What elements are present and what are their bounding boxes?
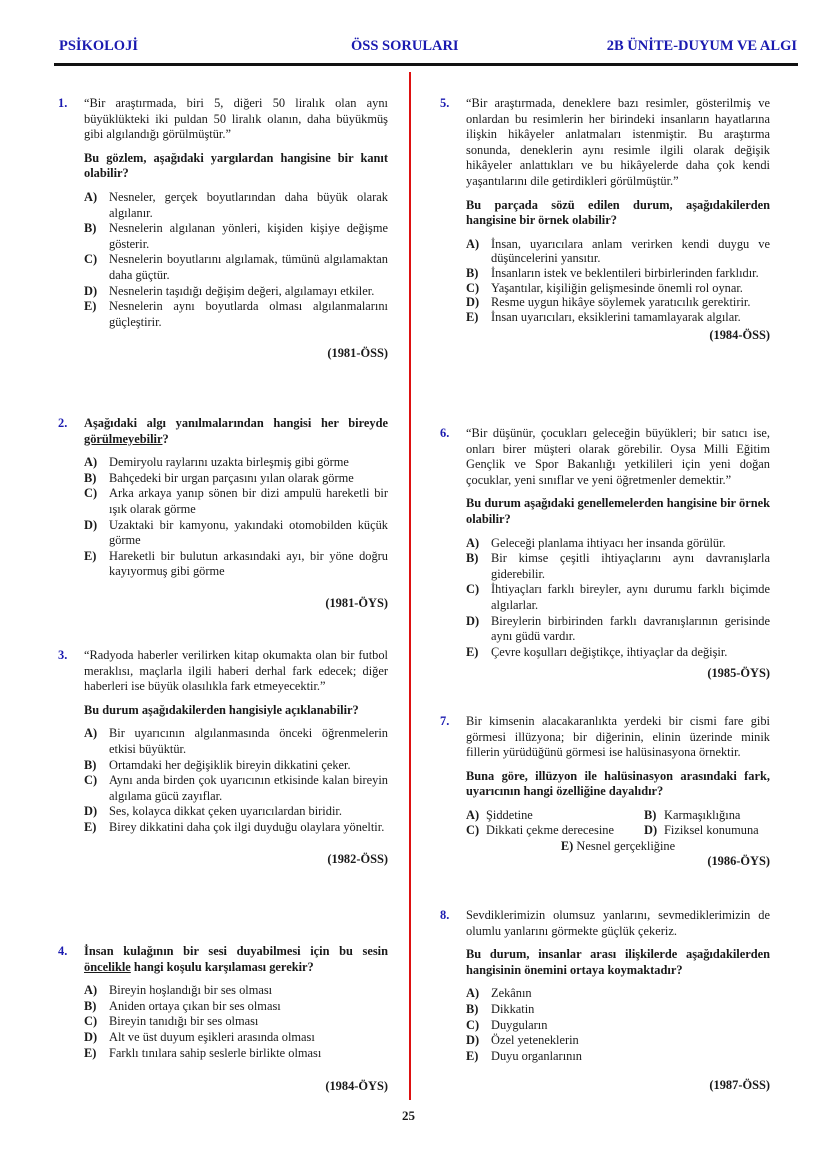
option-a[interactable]: A) İnsan, uyarıcılara anlam verirken kendi duygu ve düşüncelerini yansıtır. [466,236,770,266]
option-b[interactable]: B) Aniden ortaya çıkan bir ses olması [84,998,281,1013]
question-number: 8. [440,908,450,922]
question-prompt: Buna göre, illüzyon ile halüsinasyon arasındaki fark, uyarıcının hangi özelliğine dayalıdır? [466,768,770,799]
option-d[interactable]: D) Ses, kolayca dikkat çeken uyarıcılardan biridir. [84,804,342,819]
question-number: 3. [58,648,68,662]
options-list [466,237,770,325]
option-c[interactable]: C) Nesnelerin boyutlarını algılamak, tümünü algılamaktan daha güçtür. [84,252,388,282]
option-c[interactable]: C) Bireyin tanıdığı bir ses olması [84,1014,259,1029]
option-e[interactable]: E) Çevre koşulları değiştikçe, ihtiyaçlar da değişir. [466,644,728,659]
question-prompt: Bu durum aşağıdaki genellemelerden hangisine bir örnek olabilir? [466,496,770,526]
question-prompt: Bu durum, insanlar arası ilişkilerde aşağıdakilerden hangisinin önemini ortaya koymaktadır? [466,947,770,977]
question-source: (1984-ÖSS) [709,328,770,343]
question-4 [58,944,388,1095]
option-d[interactable]: D) Alt ve üst duyum eşikleri arasında olması [84,1029,315,1044]
question-number: 2. [58,416,68,430]
option-e[interactable]: E) Birey dikkatini daha çok ilgi duyduğu olaylara yöneltir. [84,819,385,834]
question-source: (1985-ÖYS) [707,666,770,681]
option-b[interactable]: B) Nesnelerin algılanan yönleri, kişiden kişiye değişme gösterir. [84,221,388,251]
options-list [84,726,388,835]
header-unit: 2B ÜNİTE-DUYUM VE ALGI [606,38,797,54]
question-number: 4. [58,944,68,958]
option-a[interactable]: A) Bireyin hoşlandığı bir ses olması [84,983,273,998]
options-list [466,986,770,1064]
question-1 [58,96,388,362]
option-b[interactable]: B) Bir kimse çeşitli ihtiyaçlarını aynı davranışlarla giderebilir. [466,551,770,581]
option-e[interactable]: E) İnsan uyarıcıları, eksiklerini tamamlayarak algılar. [466,309,741,324]
option-b[interactable]: B) İnsanların istek ve beklentileri birbirlerinden farklıdır. [466,265,759,280]
question-8 [440,908,770,1094]
question-source: (1981-ÖSS) [327,346,388,361]
option-e[interactable]: E) Nesnel gerçekliğine [560,838,676,853]
emphasis-underlined: görülmeyebilir [84,431,163,446]
header-rule [54,63,798,66]
option-d[interactable]: D) Uzaktaki bir kamyonu, yakındaki otomobilden küçük görme [84,517,388,548]
header-subject: PSİKOLOJİ [59,38,138,54]
option-a[interactable]: A) Bir uyarıcının algılanmasında önceki öğrenmelerin etkisi büyüktür. [84,726,388,756]
question-3 [58,648,388,867]
question-2 [58,416,388,612]
page-header [59,38,798,60]
question-text: “Bir düşünür, çocukları geleceğin büyükleri; bir satıcı ise, onları birer müşteri olarak görebilir. Oysa Milli Eğitim Gençlik ve Spor Bakanlığı yetkilileri için yeni doğan çocuklar, yeni sınıflar ve yeni öğretmenler demektir.” [466,426,770,487]
options-list [84,455,388,580]
question-text: Bir kimsenin alacakaranlıkta yerdeki bir cismi fare gibi görmesi illüzyona; bir diğerinin, elinin üzerinde minik fillerin yürüdüğünü görmesi ise halüsinasyona örnektir. [466,714,770,760]
emphasis-underlined: öncelikle [84,959,131,974]
question-text: “Radyoda haberler verilirken kitap okumakta olan bir futbol meraklısı, maçlarla ilgili haberi derhal fark edecek; diğer haberleri ise büyük olasılıkla fark etmeyecektir.” [84,648,388,694]
column-divider [409,72,411,1100]
question-prompt: Bu parçada sözü edilen durum, aşağıdakilerden hangisine bir örnek olabilir? [466,197,770,228]
header-title: ÖSS SORULARI [351,38,459,54]
options-list [84,190,388,330]
options-list [466,536,770,661]
option-c[interactable]: C) Yaşantılar, kişiliğin gelişmesinde önemli rol oynar. [466,280,743,295]
question-5 [440,96,770,344]
question-text: “Bir araştırmada, biri 5, diğeri 50 liralık olan aynı büyüklükteki iki puldan 50 liralık olanın, daha büyükmüş gibi algılandığı görülmüştür.” [84,96,388,142]
question-prompt: Aşağıdaki algı yanılmalarından hangisi her bireyde görülmeyebilir? [84,416,388,446]
option-a[interactable]: A) Demiryolu raylarını uzakta birleşmiş gibi görme [84,455,349,470]
question-text: Sevdiklerimizin olumsuz yanlarını, sevmediklerimizin de olumlu yanlarını görmekte güçlük çekeriz. [466,908,770,938]
question-source: (1986-ÖYS) [707,854,770,869]
question-number: 7. [440,714,450,728]
option-b[interactable]: B) Karmaşıklığına [644,807,741,822]
option-a[interactable]: A) Nesneler, gerçek boyutlarından daha büyük olarak algılanır. [84,189,388,220]
option-e[interactable]: E) Farklı tınılara sahip seslerle birlikte olması [84,1045,322,1060]
question-number: 6. [440,426,450,440]
question-prompt: Bu durum aşağıdakilerden hangisiyle açıklanabilir? [84,702,359,717]
option-e[interactable]: E) Nesnelerin aynı boyutlarda olması algılanmalarını güçleştirir. [84,299,388,329]
question-prompt: İnsan kulağının bir sesi duyabilmesi için bu sesin öncelikle hangi koşulu karşılaması gerekir? [84,944,388,974]
options-list [466,808,770,839]
question-source: (1981-ÖYS) [325,595,388,610]
options-list [84,983,388,1061]
option-c[interactable]: C) İhtiyaçları farklı bireyler, aynı durumu farklı biçimde algılarlar. [466,582,770,612]
question-6 [440,426,770,682]
option-d[interactable]: D) Özel yeteneklerin [466,1033,579,1048]
question-source: (1987-ÖSS) [709,1078,770,1093]
question-source: (1984-ÖYS) [325,1079,388,1094]
option-a[interactable]: A) Zekânın [466,986,532,1001]
question-number: 5. [440,96,450,110]
option-b[interactable]: B) Ortamdaki her değişiklik bireyin dikkatini çeker. [84,757,351,772]
page-number: 25 [402,1108,415,1123]
option-d[interactable]: D) Bireylerin birbirinden farklı davranışlarının gerisinde aynı güdü vardır. [466,613,770,644]
option-d[interactable]: D) Resme uygun hikâye söylemek yaratıcılık gerektirir. [466,295,751,310]
option-d[interactable]: D) Nesnelerin taşıdığı değişim değeri, algılamayı etkiler. [84,283,375,298]
option-e[interactable]: E) Hareketli bir bulutun arkasındaki ayı, bir yöne doğru kayıyormuş gibi görme [84,548,388,579]
option-e[interactable]: E) Duyu organlarının [466,1048,582,1063]
option-c[interactable]: C) Arka arkaya yanıp sönen bir dizi ampulü hareketli bir ışık olarak görme [84,486,388,516]
option-a[interactable]: A) Geleceği planlama ihtiyacı her insanda görülür. [466,535,726,550]
option-c[interactable]: C) Dikkati çekme derecesine [466,823,614,838]
option-d[interactable]: D) Fiziksel konumuna [644,823,759,838]
option-c[interactable]: C) Aynı anda birden çok uyarıcının etkisinde kalan bireyin algılama gücü zayıflar. [84,773,388,803]
question-text: “Bir araştırmada, deneklere bazı resimler, gösterilmiş ve onlardan bu resimlerin her birindeki insanların hayatlarına ilişkin hikâyeler anlatmaları istenmiştir. Bu araştırma sonunda, deneklerin aynı resimle ilgili olarak değişik hikâyeler anlattıkları ve bu hikâyelerde daha çok kendi yaşantılarını dile getirdikleri görülmüştür.” [466,96,770,188]
question-number: 1. [58,96,68,110]
question-source: (1982-ÖSS) [327,851,388,866]
option-b[interactable]: B) Dikkatin [466,1001,535,1016]
option-c[interactable]: C) Duyguların [466,1017,548,1032]
option-b[interactable]: B) Bahçedeki bir urgan parçasını yılan olarak görme [84,470,354,485]
option-a[interactable]: A) Şiddetine [466,807,533,822]
question-prompt: Bu gözlem, aşağıdaki yargılardan hangisine bir kanıt olabilir? [84,150,388,181]
question-7 [440,714,770,870]
